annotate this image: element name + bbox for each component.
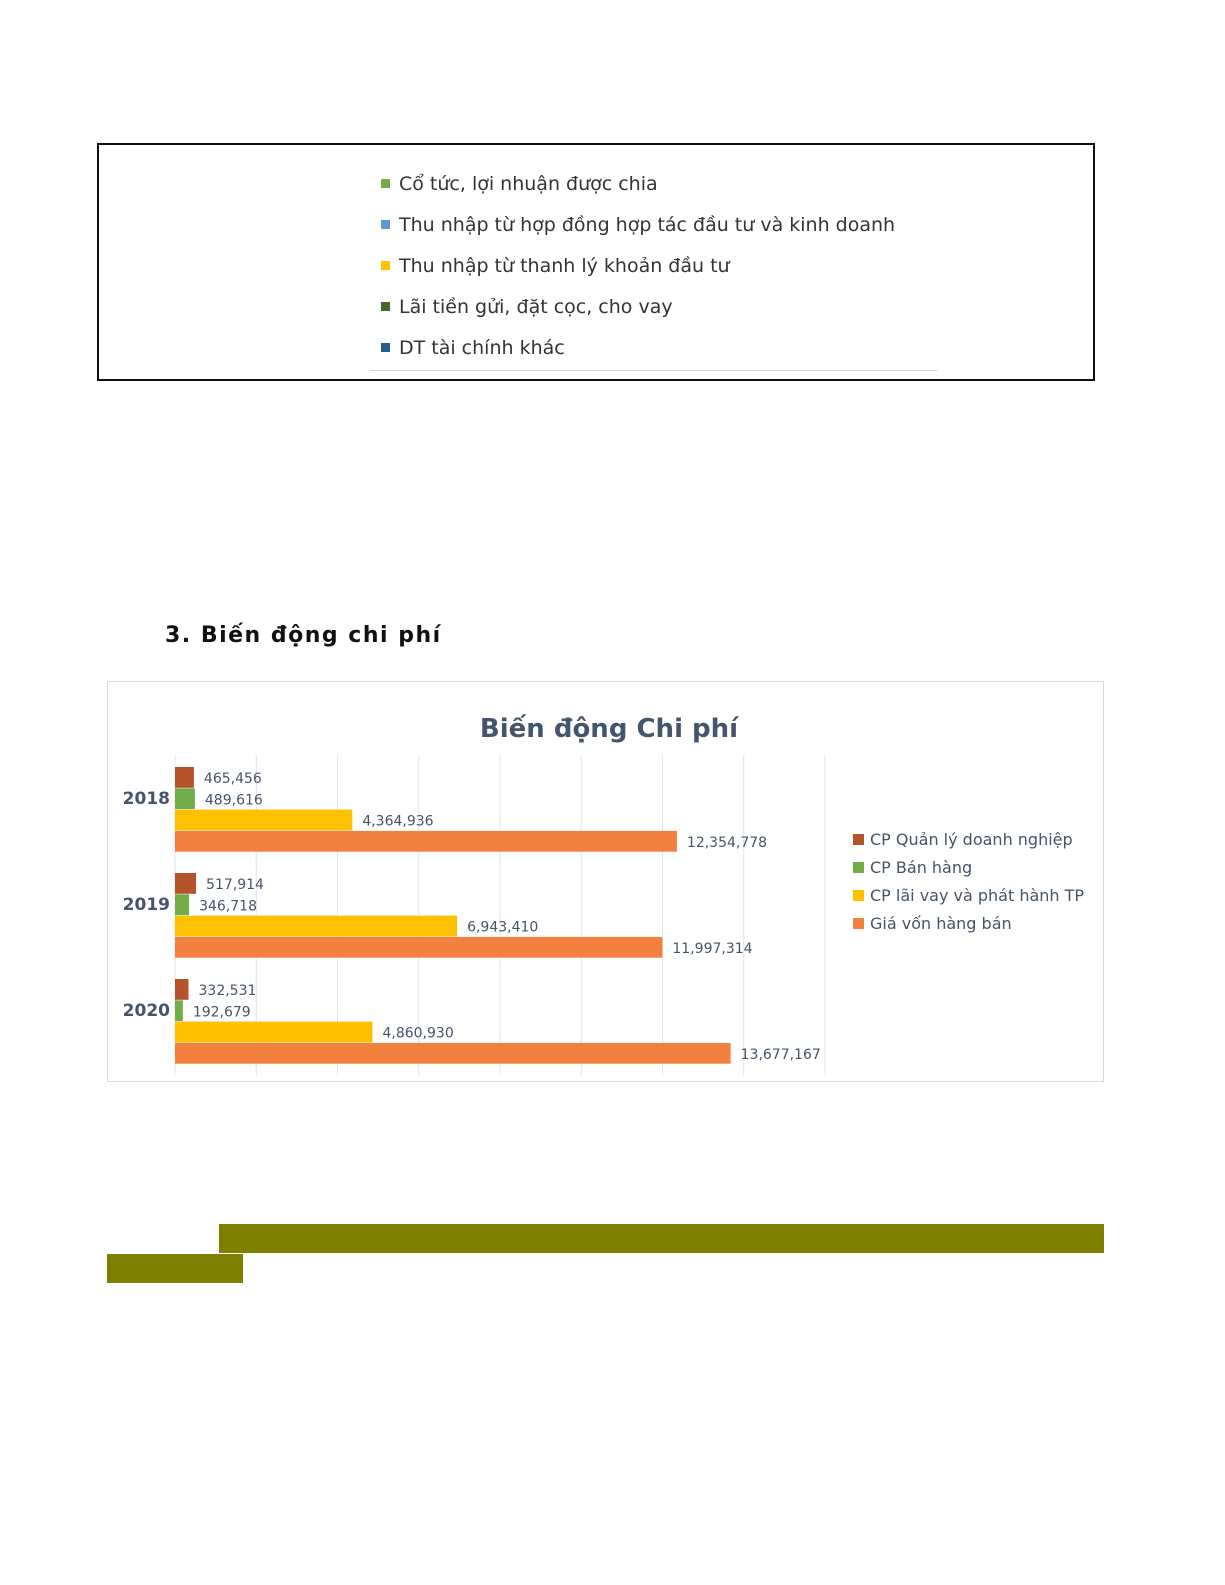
- bar: [175, 916, 457, 937]
- financial-revenue-legend: [97, 143, 1095, 381]
- legend-swatch: [853, 918, 864, 929]
- legend-swatch: [381, 343, 390, 352]
- legend-item: [381, 245, 895, 286]
- data-label: 11,997,314: [672, 940, 753, 957]
- legend-label: Thu nhập từ thanh lý khoản đầu tư: [399, 254, 730, 277]
- legend-label: Thu nhập từ hợp đồng hợp tác đầu tư và kinh doanh: [399, 213, 896, 236]
- legend-swatch: [381, 302, 390, 311]
- legend-item: [381, 286, 895, 327]
- decorative-bar: [107, 1254, 243, 1283]
- legend-divider: [370, 370, 937, 371]
- data-label: 346,718: [199, 898, 257, 915]
- data-label: 4,364,936: [362, 813, 434, 830]
- cost-chart: [107, 681, 1104, 1082]
- bar: [175, 894, 189, 915]
- legend-label: Giá vốn hàng bán: [870, 914, 1012, 933]
- data-label: 517,914: [206, 877, 264, 893]
- data-label: 13,677,167: [740, 1046, 821, 1063]
- legend-label: CP Quản lý doanh nghiệp: [870, 830, 1073, 849]
- decorative-bar: [219, 1224, 1104, 1253]
- legend-swatch: [381, 179, 390, 188]
- data-label: 192,679: [192, 1004, 251, 1021]
- data-label: 332,531: [198, 983, 257, 999]
- legend-list: [381, 163, 895, 368]
- legend-item: [381, 204, 895, 245]
- category-label: 2019: [122, 895, 170, 915]
- data-label: 489,616: [204, 792, 263, 809]
- bar: [175, 979, 189, 1000]
- bar: [175, 1000, 183, 1021]
- data-label: 4,860,930: [382, 1025, 454, 1042]
- bar: [175, 937, 662, 958]
- bar: [175, 810, 352, 831]
- legend-label: Lãi tiền gửi, đặt cọc, cho vay: [399, 295, 673, 318]
- bar: [175, 873, 196, 894]
- data-label: 12,354,778: [686, 834, 768, 851]
- category-label: 2020: [122, 1001, 170, 1021]
- section-heading: 3. Biến động chi phí: [165, 623, 442, 648]
- category-label: 2018: [122, 789, 170, 809]
- chart-title: Biến động Chi phí: [479, 714, 739, 744]
- legend-label: Cổ tức, lợi nhuận được chia: [399, 172, 658, 195]
- bar: [175, 788, 195, 809]
- legend-swatch: [381, 261, 390, 270]
- legend-swatch: [381, 220, 390, 229]
- bar: [175, 1022, 372, 1043]
- legend-label: DT tài chính khác: [399, 336, 565, 359]
- bar: [175, 767, 194, 788]
- bar: [175, 831, 677, 852]
- legend-swatch: [853, 862, 864, 873]
- legend-label: CP lãi vay và phát hành TP: [870, 886, 1085, 905]
- legend-swatch: [853, 890, 864, 901]
- bar: [175, 1043, 731, 1064]
- data-label: 6,943,410: [467, 919, 539, 936]
- legend-swatch: [853, 834, 864, 845]
- legend-label: CP Bán hàng: [870, 858, 973, 877]
- data-label: 465,456: [203, 771, 262, 787]
- legend-item: [381, 327, 895, 368]
- legend-item: [381, 163, 895, 204]
- cost-chart-svg: [108, 682, 1105, 1083]
